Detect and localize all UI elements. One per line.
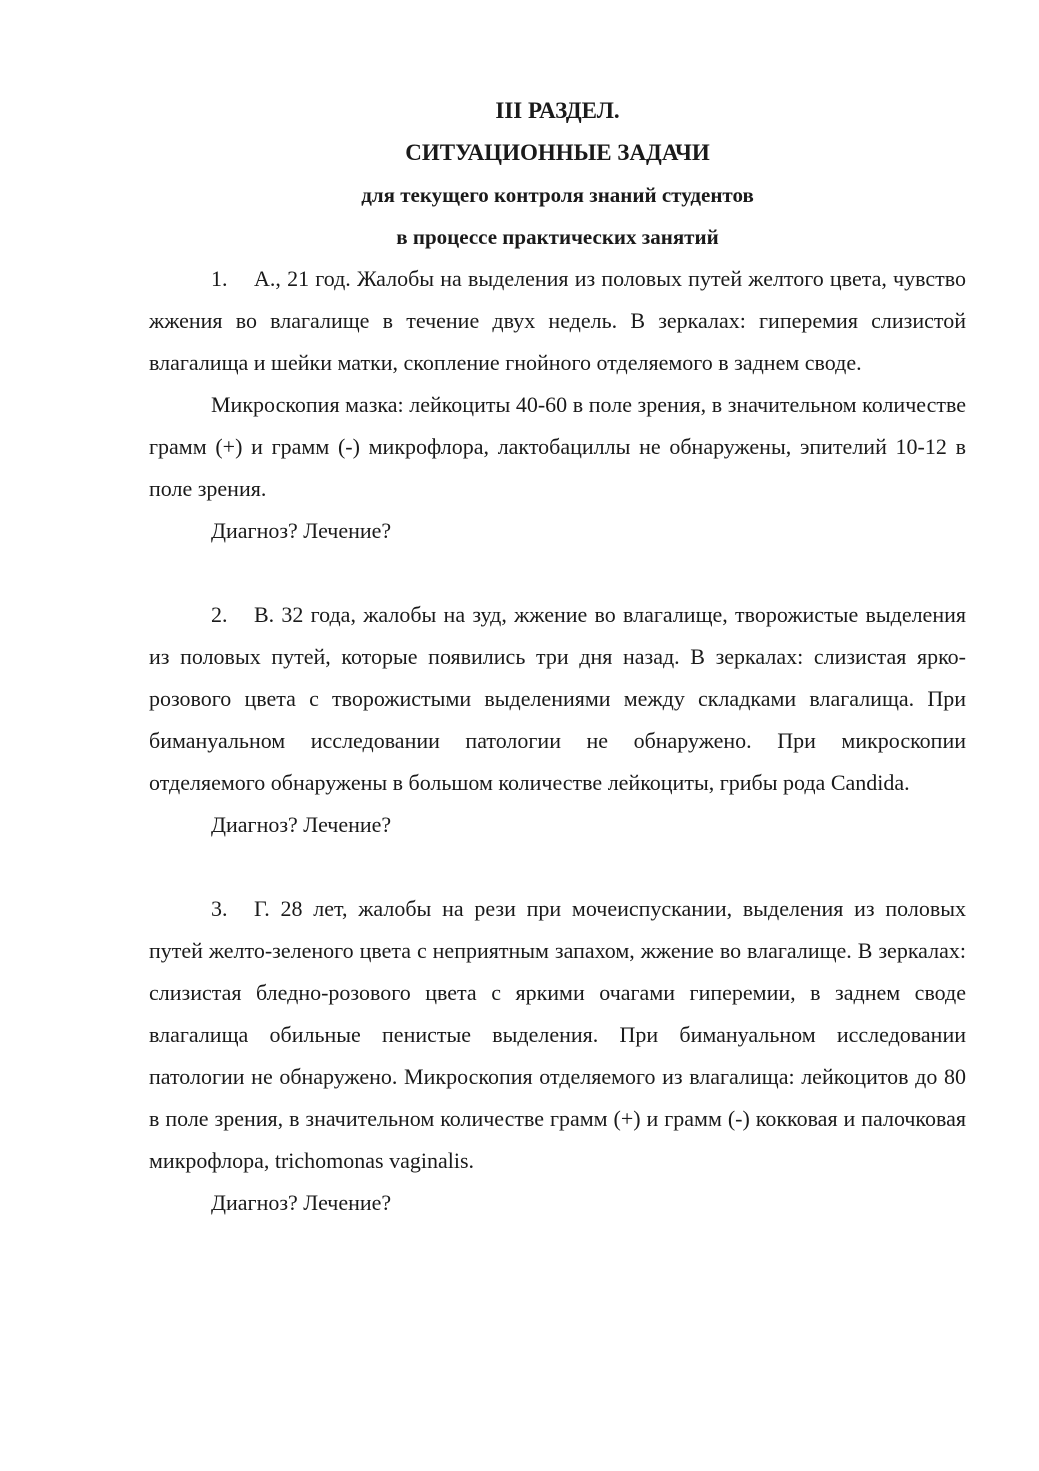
spacer — [149, 846, 966, 888]
task-3-question: Диагноз? Лечение? — [211, 1190, 392, 1215]
section-subtitle: СИТУАЦИОННЫЕ ЗАДАЧИ — [405, 140, 710, 165]
task-1-question: Диагноз? Лечение? — [211, 518, 392, 543]
section-purpose-line-2: в процессе практических занятий — [396, 225, 719, 249]
task-3-number: 3. — [211, 896, 228, 921]
task-2-number: 2. — [211, 602, 228, 627]
task-3-description — [149, 888, 966, 1182]
section-title: III РАЗДЕЛ. — [495, 98, 620, 123]
task-1-number: 1. — [211, 266, 228, 291]
task-2-description — [149, 594, 966, 804]
section-purpose-line-1: для текущего контроля знаний студентов — [361, 183, 754, 207]
spacer — [149, 552, 966, 594]
task-3-text: Г. 28 лет, жалобы на рези при мочеиспускании, выделения из половых путей желто-зеленого цвета с неприятным запахом, жжение во влагалище. В зеркалах: слизистая бледно-розового цвета с яркими очагами гиперемии, в заднем своде влагалища обильные пенистые выделения. При бимануальном исследовании патологии не обнаружено. Микроскопия отделяемого из влагалища: лейкоцитов до 80 в поле зрения, в значительном количестве грамм (+) и грамм (-) кокковая и палочковая микрофлора, trichomonas vaginalis. — [149, 896, 966, 1173]
document-page — [149, 90, 966, 1224]
task-1-description — [149, 258, 966, 384]
task-2-text: В. 32 года, жалобы на зуд, жжение во влагалище, творожистые выделения из половых путей, которые появились три дня назад. В зеркалах: слизистая ярко-розового цвета с творожистыми выделениями между складками влагалища. При бимануальном исследовании патологии не обнаружено. При микроскопии отделяемого обнаружены в большом количестве лейкоциты, грибы рода Candida. — [149, 602, 966, 795]
task-1-text: А., 21 год. Жалобы на выделения из половых путей желтого цвета, чувство жжения во влагалище в течение двух недель. В зеркалах: гиперемия слизистой влагалища и шейки матки, скопление гнойного отделяемого в заднем своде. — [149, 266, 966, 375]
task-2-question: Диагноз? Лечение? — [211, 812, 392, 837]
task-1-microscopy: Микроскопия мазка: лейкоциты 40-60 в поле зрения, в значительном количестве грамм (+) и грамм (-) микрофлора, лактобациллы не обнаружены, эпителий 10-12 в поле зрения. — [149, 392, 966, 501]
